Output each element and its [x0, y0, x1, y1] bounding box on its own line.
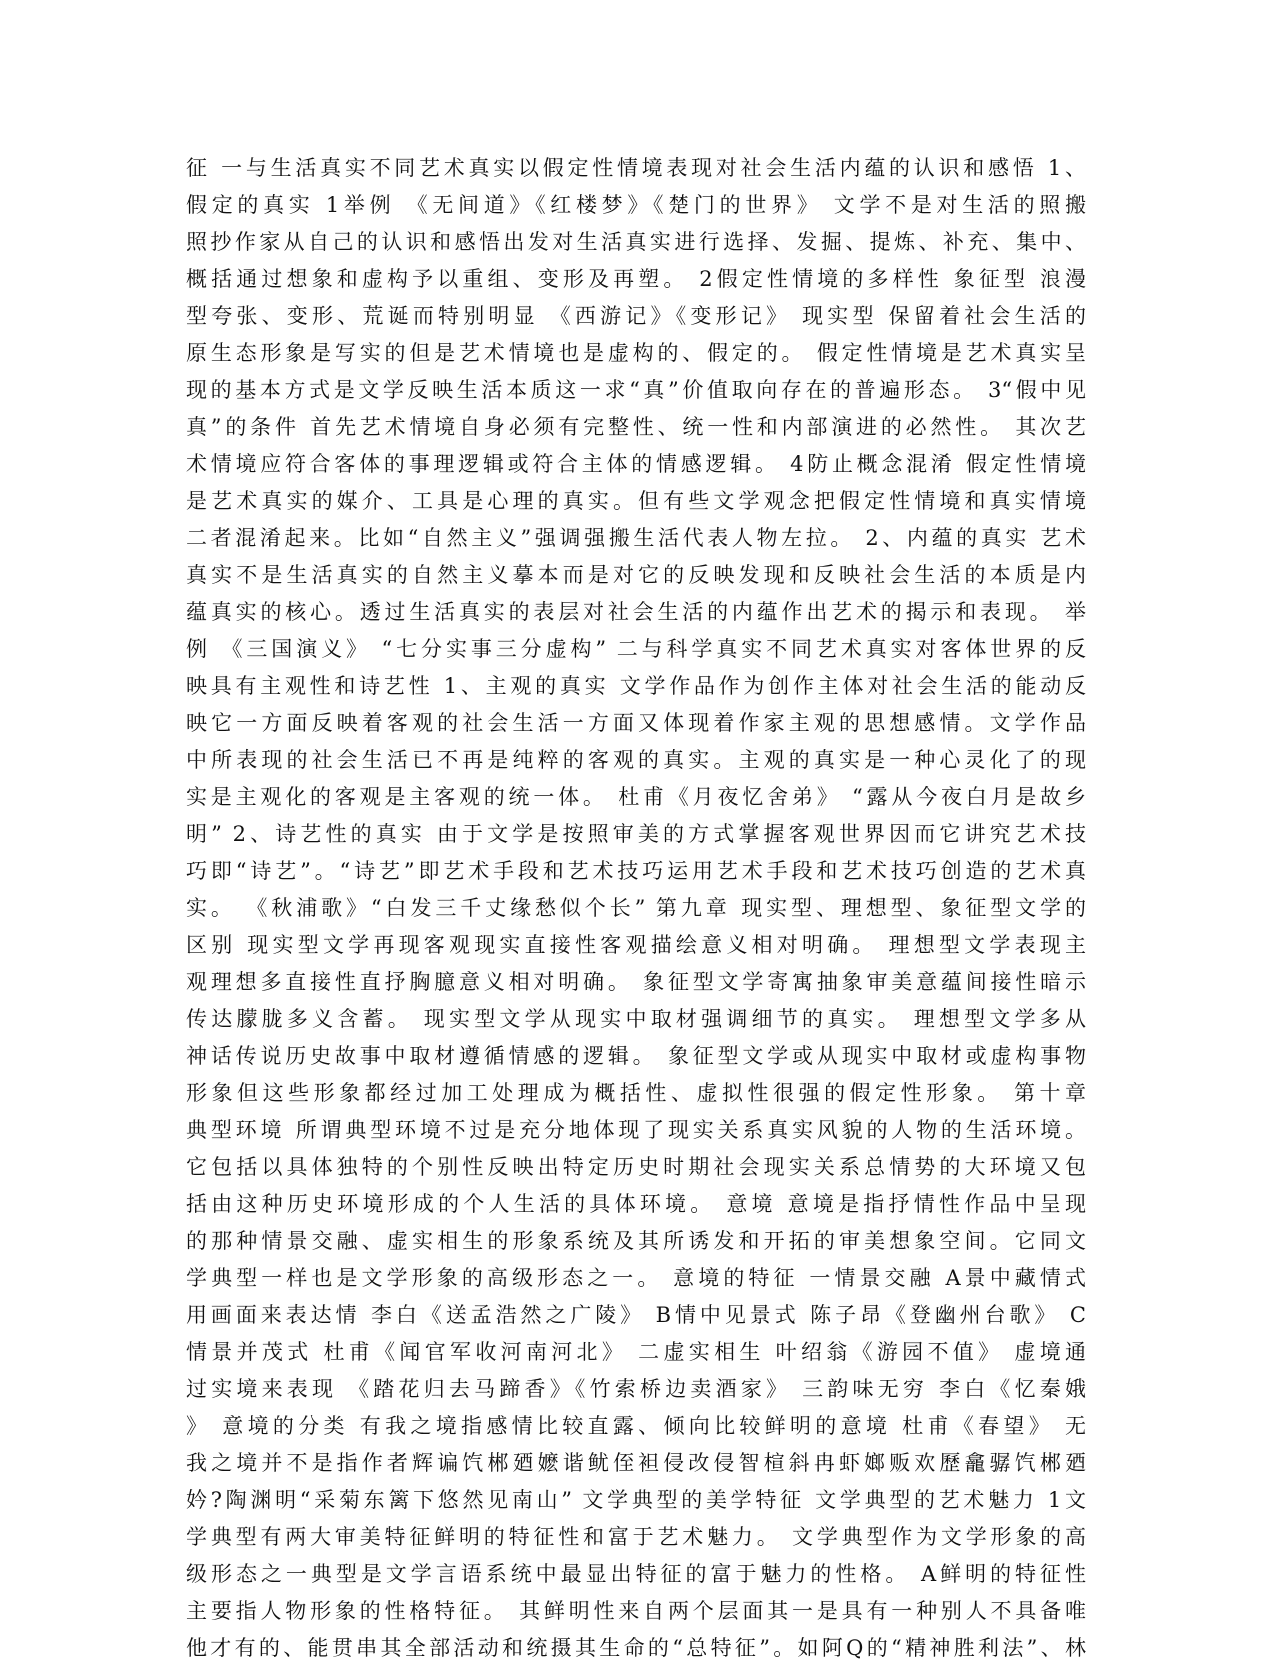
text-line: 神话传说历史故事中取材遵循情感的逻辑。 象征型文学或从现实中取材或虚构事物	[186, 1044, 1086, 1068]
text-line: 型夸张、变形、荒诞而特别明显 《西游记》《变形记》 现实型 保留着社会生活的	[186, 304, 1086, 328]
text-line: 假定的真实 1举例 《无间道》《红楼梦》《楚门的世界》 文学不是对生活的照搬	[186, 193, 1086, 217]
text-line: 他才有的、能贯串其全部活动和统摄其生命的“总特征”。如阿Q的“精神胜利法”、林	[186, 1636, 1086, 1660]
text-line: 蕴真实的核心。透过生活真实的表层对社会生活的内蕴作出艺术的揭示和表现。 举	[186, 600, 1086, 624]
text-line: 原生态形象是写实的但是艺术情境也是虚构的、假定的。 假定性情境是艺术真实呈	[186, 341, 1086, 365]
text-line: 级形态之一典型是文学言语系统中最显出特征的富于魅力的性格。 A鲜明的特征性	[186, 1562, 1086, 1586]
text-line: 的那种情景交融、虚实相生的形象系统及其所诱发和开拓的审美想象空间。它同文	[186, 1229, 1086, 1253]
text-line: 映具有主观性和诗艺性 1、主观的真实 文学作品作为创作主体对社会生活的能动反	[186, 674, 1086, 698]
text-line: 它包括以具体独特的个别性反映出特定历史时期社会现实关系总情势的大环境又包	[186, 1155, 1086, 1179]
text-line: 征 一与生活真实不同艺术真实以假定性情境表现对社会生活内蕴的认识和感悟 1、	[186, 156, 1086, 180]
text-line: 情景并茂式 杜甫《闻官军收河南河北》 二虚实相生 叶绍翁《游园不值》 虚境通	[186, 1340, 1086, 1364]
text-line: 括由这种历史环境形成的个人生活的具体环境。 意境 意境是指抒情性作品中呈现	[186, 1192, 1086, 1216]
text-line: 主要指人物形象的性格特征。 其鲜明性来自两个层面其一是具有一种别人不具备唯	[186, 1599, 1086, 1623]
text-line: 典型环境 所谓典型环境不过是充分地体现了现实关系真实风貌的人物的生活环境。	[186, 1118, 1086, 1142]
text-line: 实是主观化的客观是主客观的统一体。 杜甫《月夜忆舍弟》 “露从今夜白月是故乡	[186, 785, 1086, 809]
text-line: 用画面来表达情 李白《送孟浩然之广陵》 B情中见景式 陈子昂《登幽州台歌》 C	[186, 1303, 1086, 1327]
text-line: 术情境应符合客体的事理逻辑或符合主体的情感逻辑。 4防止概念混淆 假定性情境	[186, 452, 1086, 476]
text-line: 我之境并不是指作者辉谝饩郴廼嬷谐鱿侄袒侵改侵智楦斜冉虾嫏贩欢歷龕骣饩郴廼	[186, 1451, 1086, 1475]
text-line: 真实不是生活真实的自然主义摹本而是对它的反映发现和反映社会生活的本质是内	[186, 563, 1086, 587]
text-line: 过实境来表现 《踏花归去马蹄香》《竹索桥边卖酒家》 三韵味无穷 李白《忆秦娥	[186, 1377, 1086, 1401]
text-line: 实。 《秋浦歌》“白发三千丈缘愁似个长” 第九章 现实型、理想型、象征型文学的	[186, 896, 1086, 920]
text-line: 是艺术真实的媒介、工具是心理的真实。但有些文学观念把假定性情境和真实情境	[186, 489, 1086, 513]
text-line: 映它一方面反映着客观的社会生活一方面又体现着作家主观的思想感情。文学作品	[186, 711, 1086, 735]
text-line: 二者混淆起来。比如“自然主义”强调强搬生活代表人物左拉。 2、内蕴的真实 艺术	[186, 526, 1086, 550]
text-line: 概括通过想象和虚构予以重组、变形及再塑。 2假定性情境的多样性 象征型 浪漫	[186, 267, 1086, 291]
text-line: 区别 现实型文学再现客观现实直接性客观描绘意义相对明确。 理想型文学表现主	[186, 933, 1086, 957]
text-line: 真”的条件 首先艺术情境自身必须有完整性、统一性和内部演进的必然性。 其次艺	[186, 415, 1086, 439]
text-line: 学典型一样也是文学形象的高级形态之一。 意境的特征 一情景交融 A景中藏情式	[186, 1266, 1086, 1290]
body-text	[186, 150, 1086, 1667]
text-line: 学典型有两大审美特征鲜明的特征性和富于艺术魅力。 文学典型作为文学形象的高	[186, 1525, 1086, 1549]
text-line: 现的基本方式是文学反映生活本质这一求“真”价值取向存在的普遍形态。 3“假中见	[186, 378, 1086, 402]
text-line: 明” 2、诗艺性的真实 由于文学是按照审美的方式掌握客观世界因而它讲究艺术技	[186, 822, 1086, 846]
text-line: 例 《三国演义》 “七分实事三分虚构” 二与科学真实不同艺术真实对客体世界的反	[186, 637, 1086, 661]
text-line: 妗?陶渊明“采菊东篱下悠然见南山” 文学典型的美学特征 文学典型的艺术魅力 1文	[186, 1488, 1086, 1512]
text-line: 》 意境的分类 有我之境指感情比较直露、倾向比较鲜明的意境 杜甫《春望》 无	[186, 1414, 1086, 1438]
text-line: 巧即“诗艺”。“诗艺”即艺术手段和艺术技巧运用艺术手段和艺术技巧创造的艺术真	[186, 859, 1086, 883]
text-line: 照抄作家从自己的认识和感悟出发对生活真实进行选择、发掘、提炼、补充、集中、	[186, 230, 1086, 254]
text-line: 中所表现的社会生活已不再是纯粹的客观的真实。主观的真实是一种心灵化了的现	[186, 748, 1086, 772]
text-line: 传达朦胧多义含蓄。 现实型文学从现实中取材强调细节的真实。 理想型文学多从	[186, 1007, 1086, 1031]
text-line: 观理想多直接性直抒胸臆意义相对明确。 象征型文学寄寓抽象审美意蕴间接性暗示	[186, 970, 1086, 994]
text-line: 形象但这些形象都经过加工处理成为概括性、虚拟性很强的假定性形象。 第十章	[186, 1081, 1086, 1105]
